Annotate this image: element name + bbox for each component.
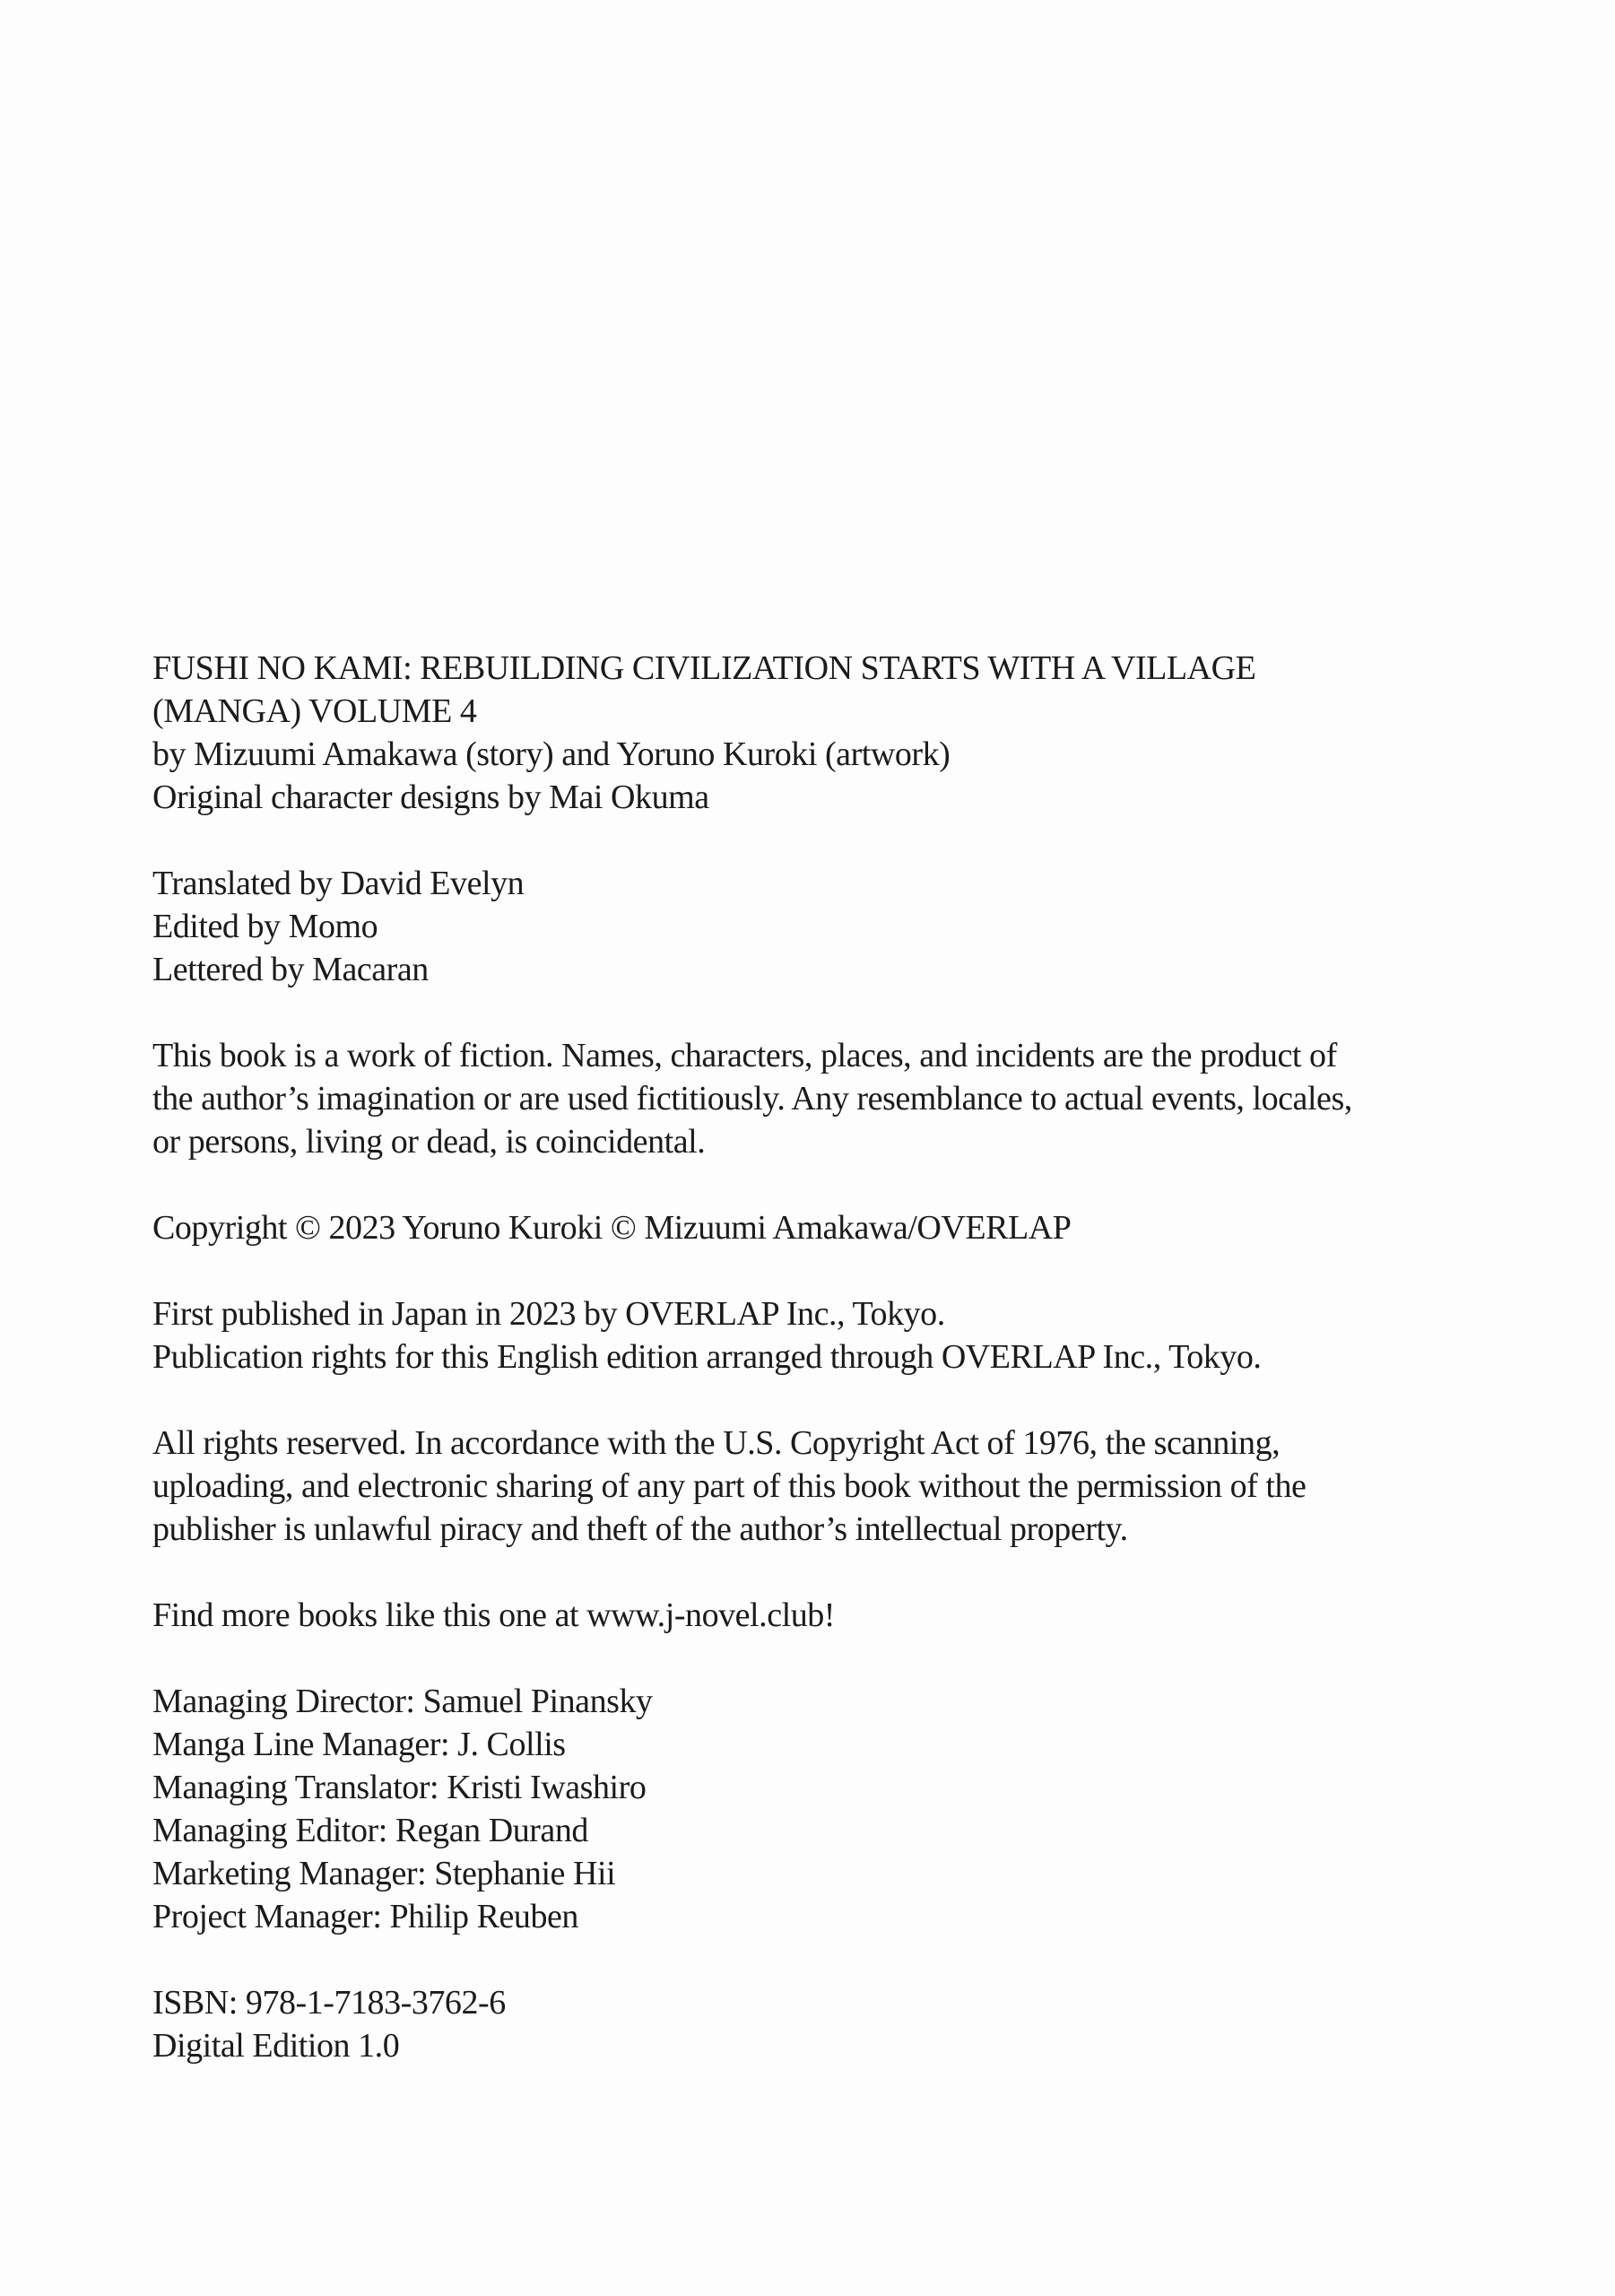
character-design-credit: Original character designs by Mai Okuma (152, 778, 709, 816)
fiction-disclaimer (152, 1034, 1516, 1163)
letterer-credit: Lettered by Macaran (152, 951, 429, 988)
author-credit: by Mizuumi Amakawa (story) and Yoruno Kuroki (artwork) (152, 735, 951, 773)
staff-project-manager: Project Manager: Philip Reuben (152, 1898, 578, 1935)
staff-managing-editor: Managing Editor: Regan Durand (152, 1812, 588, 1849)
copyright-text: Copyright © 2023 Yoruno Kuroki © Mizuumi Amakawa/OVERLAP (152, 1209, 1072, 1247)
staff-marketing-manager: Marketing Manager: Stephanie Hii (152, 1855, 616, 1892)
rights-line: publisher is unlawful piracy and theft of the author’s intellectual property. (152, 1510, 1128, 1548)
staff-list (152, 1680, 1516, 1938)
first-published-line: First published in Japan in 2023 by OVERLAP Inc., Tokyo. (152, 1295, 945, 1333)
editor-credit: Edited by Momo (152, 908, 378, 945)
book-title-volume: (MANGA) VOLUME 4 (152, 692, 477, 730)
promo-text: Find more books like this one at www.j-novel.club! (152, 1596, 836, 1634)
title-block (152, 647, 1516, 819)
isbn-line: ISBN: 978-1-7183-3762-6 (152, 1984, 506, 2022)
copyright-line (152, 1206, 1516, 1249)
rights-notice (152, 1422, 1516, 1551)
disclaimer-line: or persons, living or dead, is coincidental. (152, 1123, 706, 1161)
staff-managing-translator: Managing Translator: Kristi Iwashiro (152, 1769, 647, 1806)
book-title-line: FUSHI NO KAMI: REBUILDING CIVILIZATION STARTS WITH A VILLAGE (152, 649, 1256, 687)
publication-rights-line: Publication rights for this English edition arranged through OVERLAP Inc., Tokyo. (152, 1338, 1262, 1376)
staff-managing-director: Managing Director: Samuel Pinansky (152, 1683, 653, 1720)
disclaimer-line: This book is a work of fiction. Names, characters, places, and incidents are the product of (152, 1037, 1337, 1074)
translator-credit: Translated by David Evelyn (152, 865, 525, 902)
publication-info (152, 1292, 1516, 1378)
disclaimer-line: the author’s imagination or are used fictitiously. Any resemblance to actual events, locales, (152, 1080, 1352, 1118)
staff-manga-line-manager: Manga Line Manager: J. Collis (152, 1726, 566, 1763)
promo-line (152, 1594, 1516, 1637)
rights-line: All rights reserved. In accordance with the U.S. Copyright Act of 1976, the scanning, (152, 1424, 1281, 1462)
digital-edition-line: Digital Edition 1.0 (152, 2027, 400, 2065)
edition-info (152, 1981, 1516, 2067)
localization-credits (152, 862, 1516, 991)
rights-line: uploading, and electronic sharing of any part of this book without the permission of the (152, 1467, 1307, 1505)
